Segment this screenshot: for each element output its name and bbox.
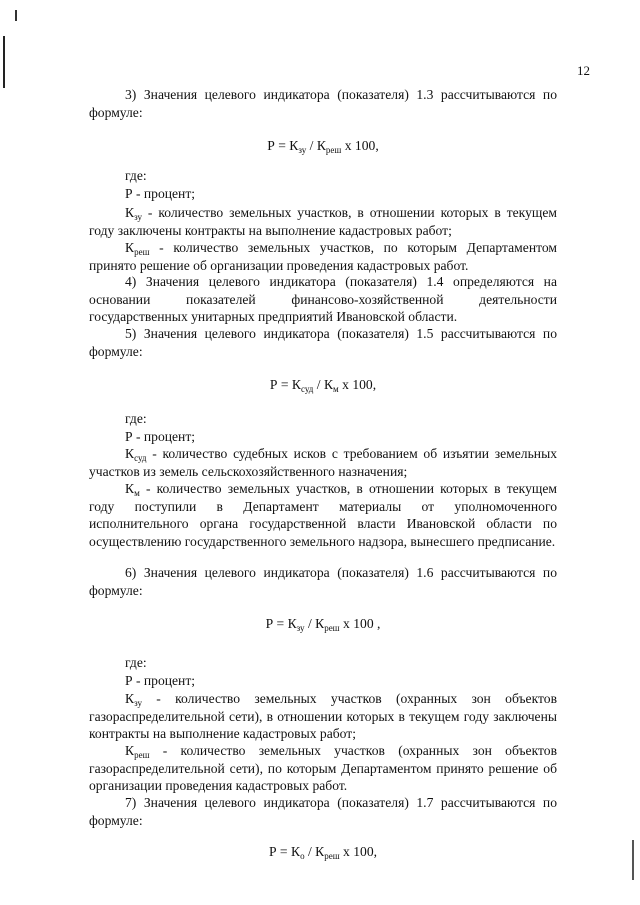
paragraph-item-5-intro: 5) Значения целевого индикатора (показателя) 1.5 рассчитываются по формуле: (89, 326, 557, 359)
formula-1-6: $Р = К_{зу} / К_{реш}$ х 100 , (265, 616, 381, 633)
definition-p: Р - процент; (125, 186, 196, 201)
formula-1-7: $Р = К_о / К_{реш}$ х 100, (268, 844, 378, 861)
definition-p: Р - процент; (125, 673, 196, 688)
paragraph-item-6-intro: 6) Значения целевого индикатора (показателя) 1.6 рассчитываются по формуле: (89, 565, 557, 598)
paragraph-item-7-intro: 7) Значения целевого индикатора (показателя) 1.7 рассчитываются по формуле: (89, 795, 557, 828)
where-label: где: (125, 655, 147, 670)
definition-kzu: $К_{зу}$ - количество земельных участков, в отношении которых в текущем году заключены контракты на выполнение кадастровых работ; (89, 205, 557, 238)
definition-ksud: $К_{суд}$ - количество судебных исков с требованием об изъятии земельных участков из земель сельскохозяйственного назначения; (89, 446, 557, 479)
page-number: 12 (577, 63, 590, 78)
where-label: где: (125, 411, 147, 426)
definition-km: $К_м$ - количество земельных участков, в отношении которых в текущем году поступили в Департамент материалы от уполномоченного исполнительного органа государственной власти Ивановской области по осуществлению государственного земельного надзора, вынесшего предписание. (89, 481, 557, 549)
definition-p: Р - процент; (125, 429, 196, 444)
scan-artifact (15, 10, 17, 21)
scan-artifact (632, 840, 634, 880)
formula-1-5: $Р = К_{суд} / К_м$ х 100, (269, 377, 377, 394)
definition-kresh: $К_{реш}$ - количество земельных участков, по которым Департаментом принято решение об организации проведения кадастровых работ. (89, 240, 557, 273)
definition-kzu-zones: $К_{зу}$ - количество земельных участков (охранных зон объектов газораспределительной сети), в отношении которых в текущем году заключены контракты на выполнение кадастровых работ; (89, 691, 557, 742)
formula-1-3: $Р = К_{зу} / К_{реш}$ х 100, (267, 138, 379, 155)
paragraph-item-4: 4) Значения целевого индикатора (показателя) 1.4 определяются на основании показателей финансово-хозяйственной деятельности государственных унитарных предприятий Ивановской области. (89, 274, 557, 325)
where-label: где: (125, 168, 147, 183)
scan-artifact (3, 36, 5, 88)
definition-kresh-zones: $К_{реш}$ - количество земельных участков (охранных зон объектов газораспределительной сети), по которым Департаментом принято решение об организации проведения кадастровых работ. (89, 743, 557, 794)
paragraph-item-3-intro: 3) Значения целевого индикатора (показателя) 1.3 рассчитываются по формуле: (89, 87, 557, 120)
